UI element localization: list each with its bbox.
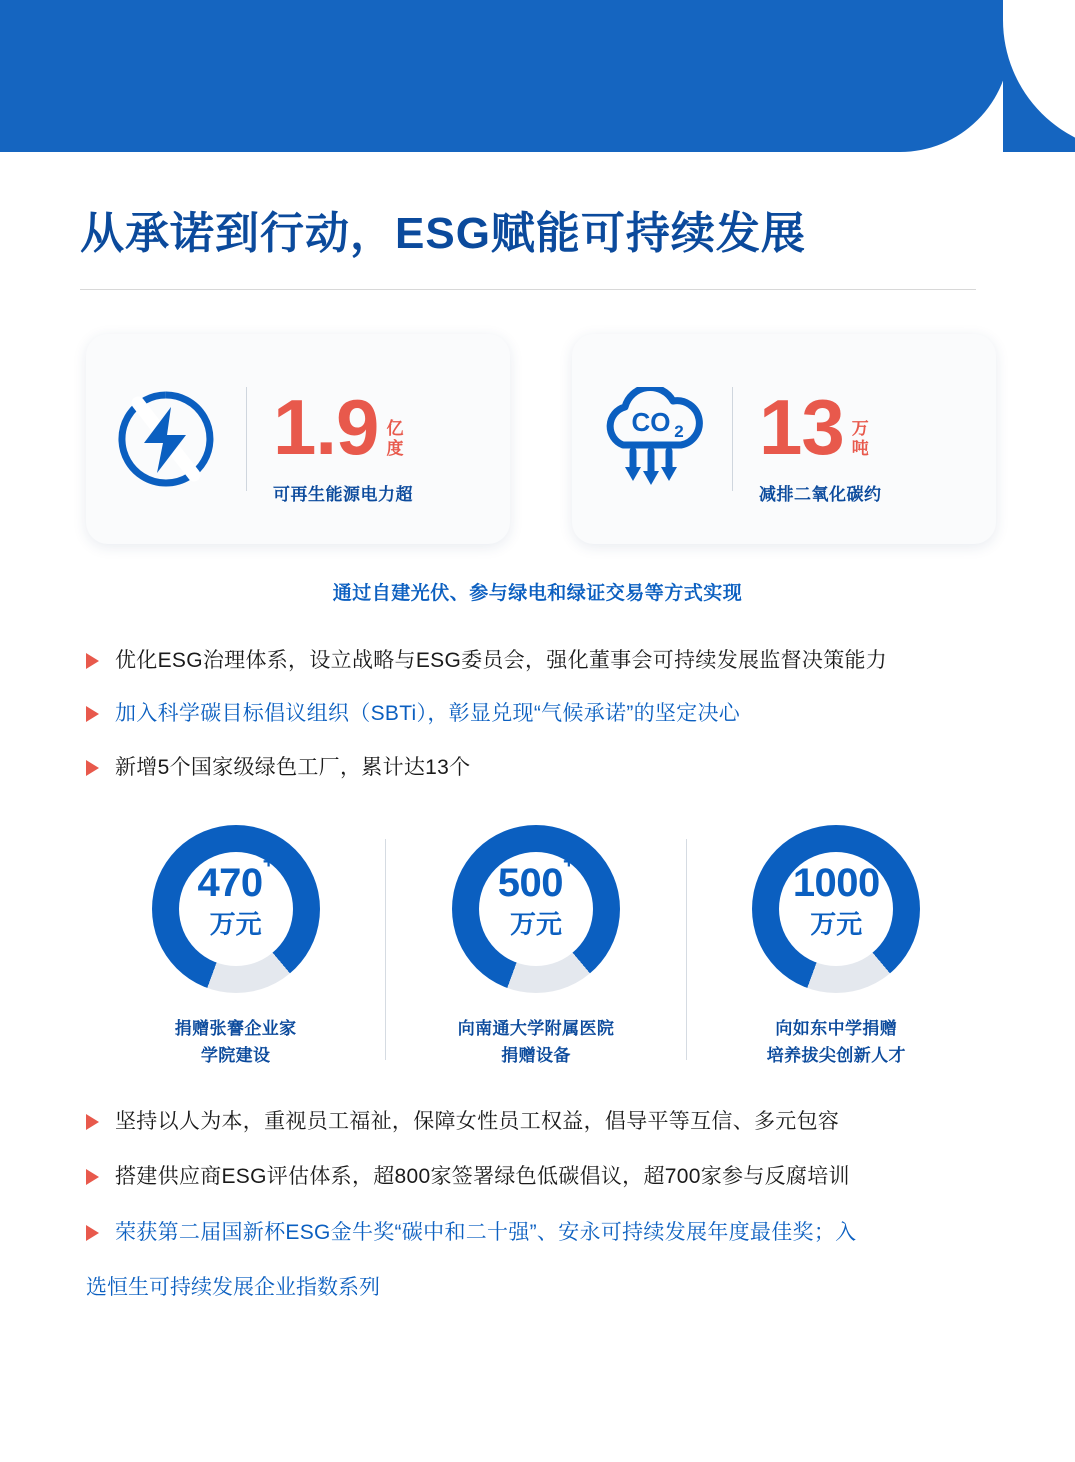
kpi-unit	[386, 419, 403, 458]
donut-unit: 万元	[810, 909, 863, 940]
donation-stat-rudong-school	[687, 825, 986, 1069]
banner-fill	[0, 0, 1010, 152]
donut-caption	[458, 1015, 615, 1069]
kpi-unit	[852, 419, 869, 458]
donut-plus: +	[563, 850, 575, 873]
donut-caption-line1: 向南通大学附属医院	[457, 1019, 615, 1039]
bullet-list-bottom	[86, 1106, 986, 1304]
bullet-text: 坚持以人为本，重视员工福祉，保障女性员工权益，倡导平等互信、多元包容	[115, 1109, 840, 1133]
co2-cloud-icon	[572, 387, 732, 491]
top-banner	[0, 0, 1075, 152]
bullet-text: 加入科学碳目标倡议组织（SBTi），彰显兑现“气候承诺”的坚定决心	[115, 702, 741, 726]
donut-number	[452, 850, 620, 906]
donut-number	[752, 861, 920, 906]
donut-number-value: 500	[497, 861, 564, 906]
svg-text:2: 2	[674, 421, 684, 441]
donut-caption-line1: 向如东中学捐赠	[775, 1019, 898, 1039]
triangle-bullet-icon	[86, 706, 99, 722]
kpi-card-row	[86, 334, 1075, 544]
bullet-text: 优化ESG治理体系，设立战略与ESG委员会，强化董事会可持续发展监督决策能力	[115, 648, 888, 672]
triangle-bullet-icon	[86, 653, 99, 669]
page-content	[0, 152, 1075, 1304]
list-item	[86, 645, 986, 677]
kpi-unit-line1: 万	[851, 419, 869, 439]
list-item	[86, 1161, 986, 1193]
donation-stats-row	[86, 825, 986, 1069]
bullet-text: 新增5个国家级绿色工厂，累计达13个	[115, 755, 471, 779]
triangle-bullet-icon	[86, 1225, 99, 1241]
kpi-card-carbon-reduction	[572, 334, 996, 544]
kpi-text-block	[733, 372, 996, 505]
kpi-subnote: 通过自建光伏、参与绿电和绿证交易等方式实现	[332, 582, 743, 604]
list-item	[86, 1217, 986, 1249]
bullet-text-continuation: 选恒生可持续发展企业指数系列	[86, 1276, 380, 1300]
donut-number	[152, 850, 320, 906]
donut-chart	[452, 825, 620, 993]
kpi-card-renewable-energy	[86, 334, 510, 544]
donut-unit: 万元	[209, 909, 262, 940]
list-item	[86, 698, 986, 730]
donation-stat-zhangjian	[86, 825, 385, 1069]
donation-stat-hospital	[386, 825, 685, 1069]
kpi-value: 13	[759, 383, 844, 472]
kpi-text-block	[247, 372, 510, 505]
donut-chart	[752, 825, 920, 993]
donut-caption-line2: 捐赠设备	[501, 1046, 571, 1066]
kpi-unit-line2: 度	[386, 438, 404, 458]
kpi-unit-line1: 亿	[386, 419, 404, 439]
bullet-list-top	[86, 645, 986, 784]
kpi-value: 1.9	[273, 383, 379, 472]
bullet-text: 搭建供应商ESG评估体系，超800家签署绿色低碳倡议，超700家参与反腐培训	[115, 1165, 850, 1189]
list-item	[86, 1106, 986, 1138]
donut-caption-line2: 学院建设	[200, 1046, 271, 1066]
donut-unit: 万元	[509, 909, 562, 940]
triangle-bullet-icon	[86, 760, 99, 776]
kpi-caption: 可再生能源电力超	[273, 485, 413, 505]
donut-caption-line1: 捐赠张謇企业家	[174, 1019, 297, 1039]
donut-number-value: 470	[197, 861, 263, 906]
triangle-bullet-icon	[86, 1114, 99, 1130]
donut-caption-line2: 培养拔尖创新人才	[766, 1046, 906, 1066]
donut-plus: +	[262, 850, 274, 873]
list-item	[86, 752, 986, 784]
triangle-bullet-icon	[86, 1169, 99, 1185]
kpi-value-line	[759, 372, 869, 472]
energy-bolt-icon	[86, 387, 246, 491]
kpi-value-line	[273, 372, 404, 472]
title-divider	[80, 289, 976, 290]
svg-text:CO: CO	[631, 406, 671, 437]
donut-number-value: 1000	[792, 861, 880, 906]
kpi-caption: 减排二氧化碳约	[759, 485, 882, 505]
donut-caption	[175, 1015, 297, 1069]
page-title: 从承诺到行动，ESG赋能可持续发展	[80, 209, 806, 258]
bullet-text: 荣获第二届国新杯ESG金牛奖“碳中和二十强”、安永可持续发展年度最佳奖；入	[115, 1220, 857, 1244]
kpi-unit-line2: 吨	[851, 438, 869, 458]
donut-caption	[767, 1015, 906, 1069]
donut-chart	[152, 825, 320, 993]
